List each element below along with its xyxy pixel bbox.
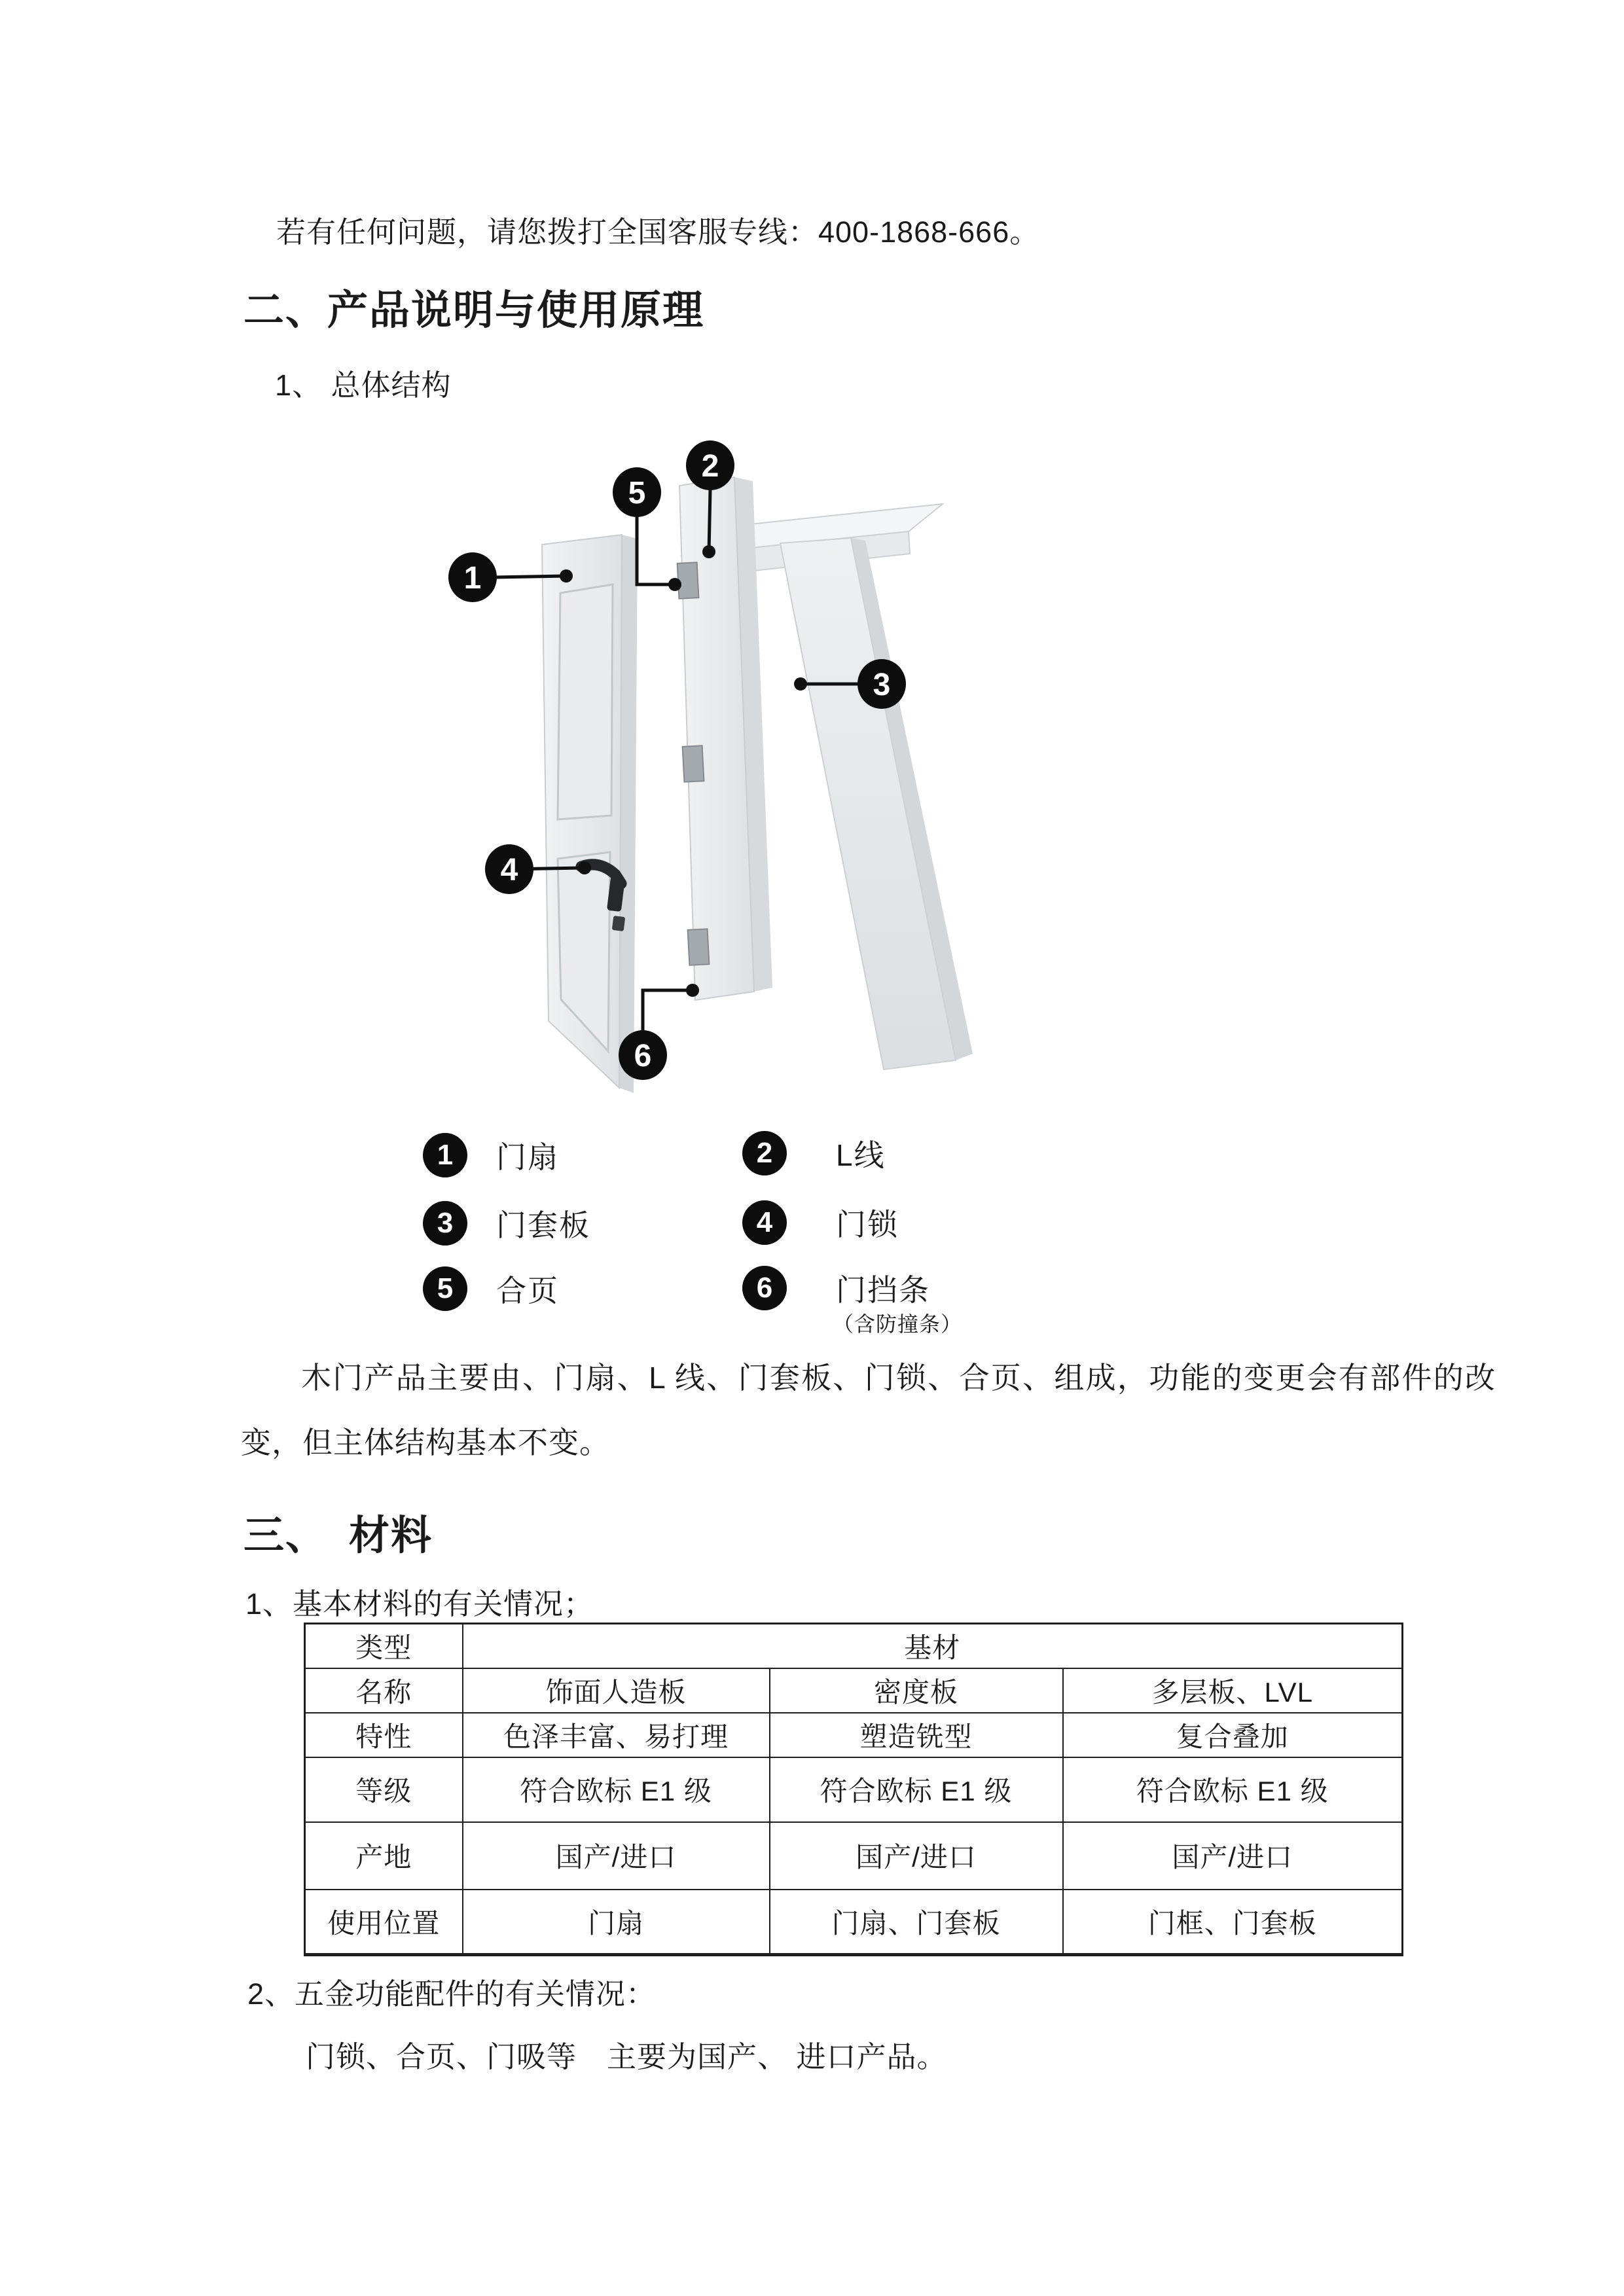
legend-label: L线 xyxy=(836,1138,886,1172)
section-2-sub-1: 1、 总体结构 xyxy=(275,368,452,402)
table-cell: 国产/进口 xyxy=(463,1822,770,1890)
legend-item xyxy=(423,1201,590,1246)
table-cell: 门扇、门套板 xyxy=(770,1890,1063,1955)
table-cell: 符合欧标 E1 级 xyxy=(463,1757,770,1822)
section-3-heading: 三、 材料 xyxy=(244,1513,433,1558)
callout-2-number: 2 xyxy=(701,449,719,484)
row-label: 产地 xyxy=(305,1822,463,1890)
hinge-icon xyxy=(683,745,704,781)
table-cell: 国产/进口 xyxy=(770,1822,1063,1890)
table-cell: 多层板、LVL xyxy=(1063,1668,1403,1713)
table-header-value: 基材 xyxy=(463,1624,1403,1668)
table-row-header xyxy=(305,1624,1403,1668)
table-cell: 门框、门套板 xyxy=(1063,1890,1403,1955)
legend-item xyxy=(742,1131,886,1175)
legend-item xyxy=(423,1133,559,1177)
table-cell: 塑造铣型 xyxy=(770,1713,1063,1757)
legend-item xyxy=(742,1266,930,1310)
legend-item xyxy=(742,1200,899,1245)
legend-badge-2: 2 xyxy=(742,1131,787,1175)
callout-1-number: 1 xyxy=(463,561,482,596)
legend-badge-1: 1 xyxy=(423,1133,467,1177)
table-cell: 国产/进口 xyxy=(1063,1822,1403,1890)
legend-label: 合页 xyxy=(496,1274,559,1308)
legend-badge-5: 5 xyxy=(423,1266,467,1311)
legend-label: 门挡条 xyxy=(836,1273,930,1307)
table-row xyxy=(305,1822,1403,1890)
legend-badge-3: 3 xyxy=(423,1201,467,1246)
table-cell: 门扇 xyxy=(463,1890,770,1955)
legend-label: 门锁 xyxy=(836,1208,899,1242)
table-row xyxy=(305,1890,1403,1955)
row-label: 使用位置 xyxy=(305,1890,463,1955)
section-3-sub-1: 1、基本材料的有关情况； xyxy=(245,1587,594,1621)
callout-6-number: 6 xyxy=(634,1039,652,1073)
legend-label: 门扇 xyxy=(496,1140,559,1174)
table-row xyxy=(305,1757,1403,1822)
customer-service-notice: 若有任何问题，请您拨打全国客服专线：400-1868-666。 xyxy=(276,215,1040,249)
callout-3-number: 3 xyxy=(873,668,891,702)
hinge-icon xyxy=(688,929,710,965)
table-cell: 色泽丰富、易打理 xyxy=(463,1713,770,1757)
handle-keyhole-icon xyxy=(612,916,626,931)
table-cell: 密度板 xyxy=(770,1668,1063,1713)
leaf-upper-panel xyxy=(558,584,613,819)
callout-5-number: 5 xyxy=(628,476,646,511)
hinge-icon xyxy=(677,562,699,598)
table-cell: 饰面人造板 xyxy=(463,1668,770,1713)
table-cell: 符合欧标 E1 级 xyxy=(1063,1757,1403,1822)
legend-badge-6: 6 xyxy=(742,1266,787,1310)
materials-table xyxy=(304,1623,1403,1956)
table-cell: 符合欧标 E1 级 xyxy=(770,1757,1063,1822)
hardware-note: 门锁、合页、门吸等 主要为国产、 进口产品。 xyxy=(306,2040,947,2073)
table-cell: 复合叠加 xyxy=(1063,1713,1403,1757)
table-row xyxy=(305,1668,1403,1713)
section-2-heading: 二、产品说明与使用原理 xyxy=(244,288,705,333)
legend-badge-4: 4 xyxy=(742,1200,787,1245)
row-label: 特性 xyxy=(305,1713,463,1757)
table-header-label: 类型 xyxy=(305,1624,463,1668)
row-label: 等级 xyxy=(305,1757,463,1822)
table-row xyxy=(305,1713,1403,1757)
structure-paragraph: 木门产品主要由、门扇、L 线、门套板、门锁、合页、组成，功能的变更会有部件的改变，但主体结构基本不变。 xyxy=(241,1361,1496,1460)
legend-label: 门套板 xyxy=(496,1208,590,1242)
callout-4-number: 4 xyxy=(500,853,518,888)
section-3-sub-2: 2、五金功能配件的有关情况： xyxy=(247,1977,657,2011)
row-label: 名称 xyxy=(305,1668,463,1713)
door-structure-diagram xyxy=(393,412,982,1132)
legend-item xyxy=(423,1266,559,1311)
door-leaf xyxy=(542,535,638,1093)
legend-item-6-subnote: （含防撞条） xyxy=(833,1312,963,1336)
